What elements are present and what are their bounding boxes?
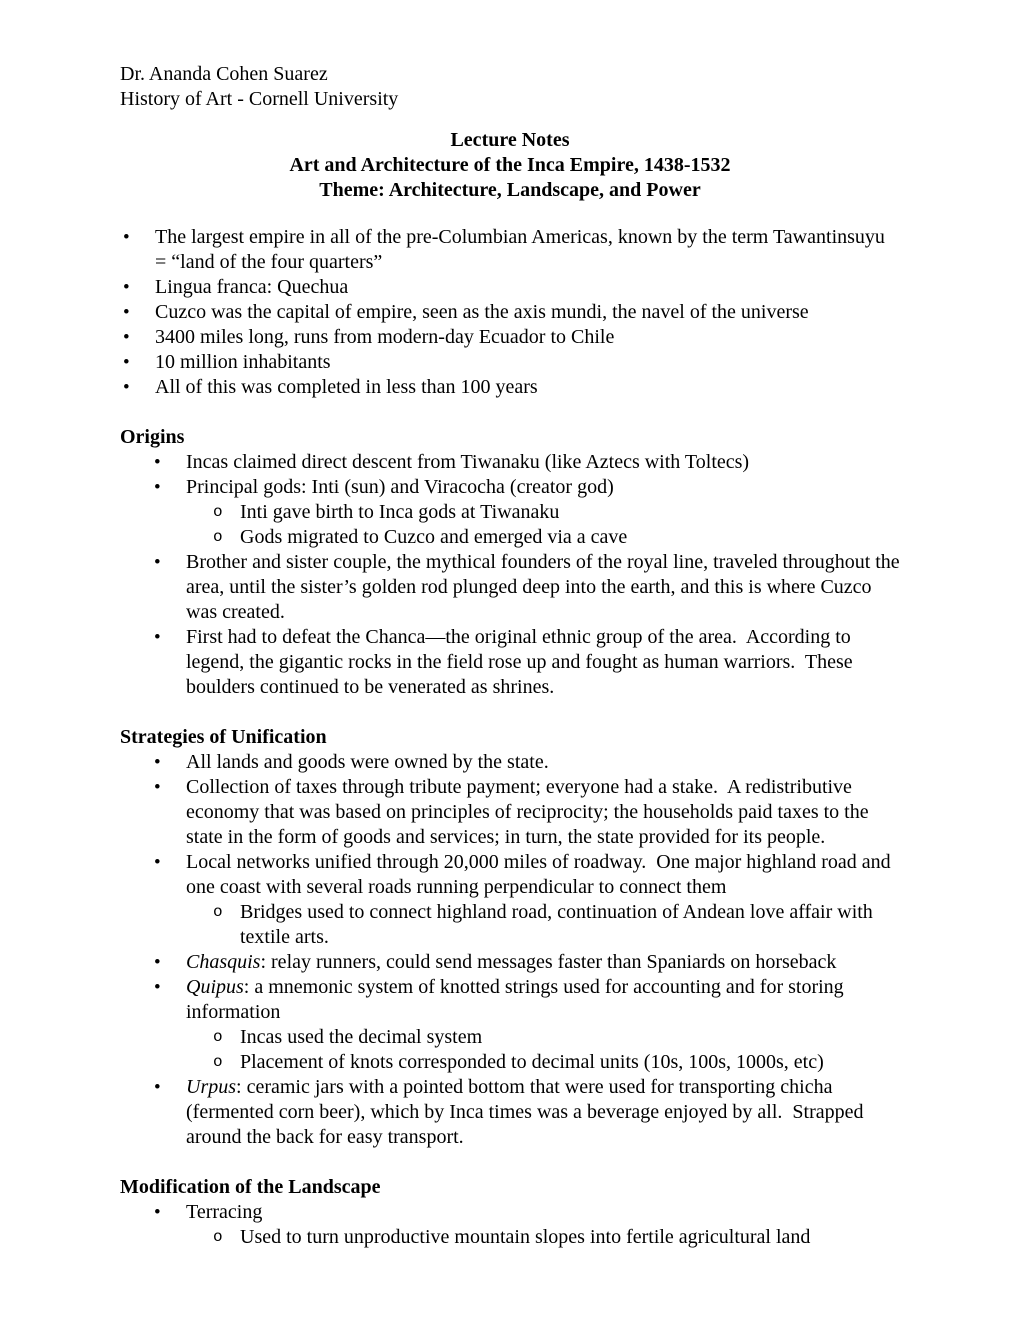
bullet-text: Used to turn unproductive mountain slopes into fertile agricultural land bbox=[240, 1226, 811, 1248]
bullet-text: Local networks unified through 20,000 miles of roadway. One major highland road and one coast with several roads running perpendicular to connect them bbox=[186, 851, 896, 898]
bullet-item bbox=[120, 775, 900, 850]
bullet-text: Bridges used to connect highland road, continuation of Andean love affair with textile arts. bbox=[240, 901, 878, 948]
dot-bullet-glyph: • bbox=[154, 752, 161, 773]
bullet-item bbox=[120, 750, 900, 775]
section-heading: Strategies of Unification bbox=[120, 726, 327, 748]
dot-bullet-glyph: • bbox=[154, 1077, 161, 1098]
bullet-item bbox=[120, 850, 900, 900]
dot-bullet-glyph: • bbox=[154, 1202, 161, 1223]
bullet-item bbox=[120, 225, 900, 275]
section-bullet-list bbox=[120, 1200, 900, 1250]
dot-bullet-glyph: • bbox=[154, 777, 161, 798]
sub-bullet-item bbox=[120, 1225, 900, 1250]
bullet-text: Incas used the decimal system bbox=[240, 1026, 483, 1048]
italic-term: Quipus bbox=[186, 976, 244, 998]
italic-term: Urpus bbox=[186, 1076, 237, 1098]
document-header bbox=[120, 62, 900, 112]
bullet-item bbox=[120, 325, 900, 350]
circle-bullet-glyph: o bbox=[213, 528, 223, 546]
course-line: History of Art - Cornell University bbox=[120, 88, 399, 110]
bullet-item bbox=[120, 275, 900, 300]
section-bullet-list bbox=[120, 750, 900, 1150]
bullet-text: First had to defeat the Chanca—the original ethnic group of the area. According to legend, the gigantic rocks in the field rose up and fought as human warriors. These boulders continued to be venerated as shrines. bbox=[186, 626, 858, 698]
sub-bullet-item bbox=[120, 525, 900, 550]
bullet-text: Cuzco was the capital of empire, seen as the axis mundi, the navel of the universe bbox=[155, 301, 809, 323]
section-heading: Origins bbox=[120, 426, 185, 448]
bullet-text: Principal gods: Inti (sun) and Viracocha (creator god) bbox=[186, 476, 614, 498]
bullet-text: Inti gave birth to Inca gods at Tiwanaku bbox=[240, 501, 560, 523]
bullet-item bbox=[120, 450, 900, 475]
bullet-item bbox=[120, 300, 900, 325]
bullet-item bbox=[120, 1075, 900, 1150]
bullet-text: The largest empire in all of the pre-Columbian Americas, known by the term Tawantinsuyu = “land of the four quarters” bbox=[155, 226, 890, 273]
bullet-text: Gods migrated to Cuzco and emerged via a cave bbox=[240, 526, 628, 548]
bullet-item bbox=[120, 975, 900, 1025]
dot-bullet-glyph: • bbox=[123, 327, 130, 348]
bullet-text: Collection of taxes through tribute payment; everyone had a stake. A redistributive economy that was based on principles of reciprocity; the households paid taxes to the state in the form of goods and services; in turn, the state provided for its people. bbox=[186, 776, 874, 848]
dot-bullet-glyph: • bbox=[123, 377, 130, 398]
dot-bullet-glyph: • bbox=[154, 552, 161, 573]
circle-bullet-glyph: o bbox=[213, 503, 223, 521]
bullet-item bbox=[120, 350, 900, 375]
dot-bullet-glyph: • bbox=[154, 977, 161, 998]
bullet-item bbox=[120, 950, 900, 975]
bullet-text: Urpus: ceramic jars with a pointed bottom that were used for transporting chicha (fermented corn beer), which by Inca times was a beverage enjoyed by all. Strapped around the back for easy transport. bbox=[186, 1076, 869, 1148]
dot-bullet-glyph: • bbox=[154, 627, 161, 648]
bullet-text: 3400 miles long, runs from modern-day Ecuador to Chile bbox=[155, 326, 615, 348]
bullet-text: Placement of knots corresponded to decimal units (10s, 100s, 1000s, etc) bbox=[240, 1051, 824, 1073]
bullet-text: Brother and sister couple, the mythical founders of the royal line, traveled throughout the area, until the sister’s golden rod plunged deep into the earth, and this is where Cuzco was created. bbox=[186, 551, 905, 623]
author-line: Dr. Ananda Cohen Suarez bbox=[120, 63, 328, 85]
bullet-text: Quipus: a mnemonic system of knotted strings used for accounting and for storing information bbox=[186, 976, 849, 1023]
sections-container bbox=[120, 425, 905, 1250]
bullet-text: Chasquis: relay runners, could send messages faster than Spaniards on horseback bbox=[186, 951, 837, 973]
dot-bullet-glyph: • bbox=[123, 352, 130, 373]
dot-bullet-glyph: • bbox=[154, 852, 161, 873]
sub-bullet-item bbox=[120, 1025, 900, 1050]
bullet-text: All of this was completed in less than 100 years bbox=[155, 376, 538, 398]
intro-bullet-list bbox=[120, 225, 900, 400]
dot-bullet-glyph: • bbox=[123, 302, 130, 323]
dot-bullet-glyph: • bbox=[154, 952, 161, 973]
section-bullet-list bbox=[120, 450, 905, 700]
document-title: Lecture Notes bbox=[450, 129, 570, 151]
document-theme: Theme: Architecture, Landscape, and Power bbox=[319, 179, 701, 201]
section-heading: Modification of the Landscape bbox=[120, 1176, 381, 1198]
bullet-text: All lands and goods were owned by the state. bbox=[186, 751, 549, 773]
circle-bullet-glyph: o bbox=[213, 1053, 223, 1071]
bullet-item bbox=[120, 375, 900, 400]
title-block bbox=[120, 128, 900, 203]
document-subtitle: Art and Architecture of the Inca Empire, 1438-1532 bbox=[289, 154, 731, 176]
bullet-text: Terracing bbox=[186, 1201, 263, 1223]
sub-bullet-item bbox=[120, 900, 900, 950]
circle-bullet-glyph: o bbox=[213, 1028, 223, 1046]
bullet-item bbox=[120, 475, 900, 500]
dot-bullet-glyph: • bbox=[123, 227, 130, 248]
bullet-item bbox=[120, 1200, 900, 1225]
sub-bullet-item bbox=[120, 500, 900, 525]
bullet-item bbox=[120, 550, 905, 625]
dot-bullet-glyph: • bbox=[154, 452, 161, 473]
italic-term: Chasquis bbox=[186, 951, 261, 973]
sub-bullet-item bbox=[120, 1050, 900, 1075]
bullet-item bbox=[120, 625, 900, 700]
circle-bullet-glyph: o bbox=[213, 903, 223, 921]
dot-bullet-glyph: • bbox=[154, 477, 161, 498]
circle-bullet-glyph: o bbox=[213, 1228, 223, 1246]
bullet-text: Incas claimed direct descent from Tiwanaku (like Aztecs with Toltecs) bbox=[186, 451, 750, 473]
dot-bullet-glyph: • bbox=[123, 277, 130, 298]
bullet-text: 10 million inhabitants bbox=[155, 351, 331, 373]
bullet-text: Lingua franca: Quechua bbox=[155, 276, 349, 298]
